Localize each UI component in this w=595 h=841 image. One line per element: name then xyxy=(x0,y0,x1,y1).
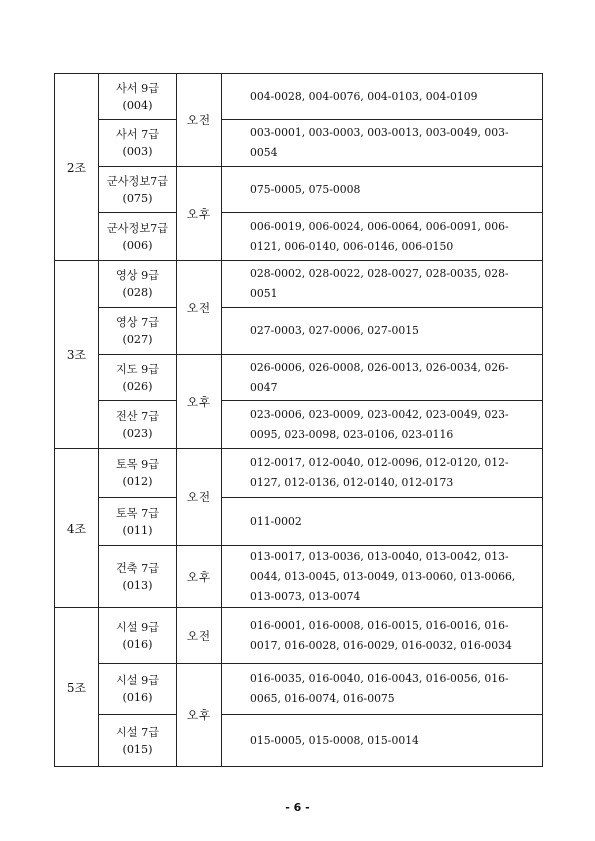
table-row xyxy=(55,355,543,401)
session-cell: 오전 xyxy=(177,608,222,664)
table-row xyxy=(55,449,543,498)
exam-code: (027) xyxy=(122,333,153,346)
exam-code: (006) xyxy=(122,238,153,252)
exam-name: 영상 7급 xyxy=(115,316,160,329)
table-row xyxy=(55,498,543,546)
table-row xyxy=(55,167,543,213)
group-cell: 5조 xyxy=(55,608,99,767)
exam-code: (003) xyxy=(122,145,153,158)
candidate-numbers: 028-0002, 028-0022, 028-0027, 028-0035, 028-0051 xyxy=(222,261,543,308)
exam-code: (016) xyxy=(122,691,153,704)
exam-name: 군사정보7급 xyxy=(106,221,169,235)
exam-code: (026) xyxy=(122,379,153,393)
candidate-numbers: 027-0003, 027-0006, 027-0015 xyxy=(222,308,543,355)
session-cell: 오전 xyxy=(177,261,222,355)
exam-name: 토목 9급 xyxy=(115,458,160,471)
table-row xyxy=(55,74,543,120)
exam-cell xyxy=(99,74,177,120)
session-cell: 오후 xyxy=(177,664,222,767)
candidate-numbers: 016-0035, 016-0040, 016-0043, 016-0056, 016-0065, 016-0074, 016-0075 xyxy=(222,664,543,715)
table-row xyxy=(55,608,543,664)
exam-code: (075) xyxy=(122,191,153,205)
session-cell: 오후 xyxy=(177,546,222,608)
exam-cell xyxy=(99,664,177,715)
group-cell: 2조 xyxy=(55,74,99,261)
table-row xyxy=(55,261,543,308)
exam-name: 군사정보7급 xyxy=(106,174,169,188)
exam-code: (016) xyxy=(122,637,153,651)
exam-code: (012) xyxy=(122,475,153,488)
candidate-numbers: 016-0001, 016-0008, 016-0015, 016-0016, 016-0017, 016-0028, 016-0029, 016-0032, 016-0034 xyxy=(222,608,543,664)
session-cell: 오후 xyxy=(177,167,222,261)
table-row xyxy=(55,664,543,715)
exam-cell xyxy=(99,546,177,608)
table-row xyxy=(55,120,543,167)
candidate-numbers: 012-0017, 012-0040, 012-0096, 012-0120, 012-0127, 012-0136, 012-0140, 012-0173 xyxy=(222,449,543,498)
exam-name: 영상 9급 xyxy=(115,269,160,282)
exam-cell xyxy=(99,120,177,167)
exam-code: (028) xyxy=(122,286,153,299)
candidate-numbers: 006-0019, 006-0024, 006-0064, 006-0091, 006-0121, 006-0140, 006-0146, 006-0150 xyxy=(222,213,543,261)
exam-cell xyxy=(99,449,177,498)
exam-cell xyxy=(99,401,177,449)
group-cell: 3조 xyxy=(55,261,99,449)
table-row xyxy=(55,401,543,449)
exam-cell xyxy=(99,608,177,664)
session-cell: 오후 xyxy=(177,355,222,449)
schedule-body xyxy=(55,74,543,767)
exam-code: (023) xyxy=(122,426,153,440)
exam-name: 시설 9급 xyxy=(115,674,160,687)
table-row xyxy=(55,546,543,608)
exam-cell xyxy=(99,213,177,261)
candidate-numbers: 003-0001, 003-0003, 003-0013, 003-0049, 003-0054 xyxy=(222,120,543,167)
exam-cell xyxy=(99,715,177,767)
candidate-numbers: 026-0006, 026-0008, 026-0013, 026-0034, 026-0047 xyxy=(222,355,543,401)
exam-code: (015) xyxy=(122,742,153,756)
candidate-numbers: 075-0005, 075-0008 xyxy=(222,167,543,213)
exam-cell xyxy=(99,167,177,213)
exam-cell xyxy=(99,308,177,355)
exam-name: 건축 7급 xyxy=(115,561,160,575)
exam-name: 사서 7급 xyxy=(115,128,160,141)
candidate-numbers: 015-0005, 015-0008, 015-0014 xyxy=(222,715,543,767)
exam-name: 시설 7급 xyxy=(115,725,160,739)
exam-name: 시설 9급 xyxy=(115,620,160,634)
exam-cell xyxy=(99,355,177,401)
exam-cell xyxy=(99,261,177,308)
table-row xyxy=(55,213,543,261)
table-row xyxy=(55,715,543,767)
group-cell: 4조 xyxy=(55,449,99,608)
page-number: - 6 - xyxy=(285,801,310,814)
exam-schedule-table xyxy=(54,73,543,767)
candidate-numbers: 004-0028, 004-0076, 004-0103, 004-0109 xyxy=(222,74,543,120)
candidate-numbers: 011-0002 xyxy=(222,498,543,546)
candidate-numbers: 023-0006, 023-0009, 023-0042, 023-0049, 023-0095, 023-0098, 023-0106, 023-0116 xyxy=(222,401,543,449)
table-row xyxy=(55,308,543,355)
exam-code: (013) xyxy=(122,578,153,592)
exam-name: 전산 7급 xyxy=(115,409,160,423)
candidate-numbers: 013-0017, 013-0036, 013-0040, 013-0042, 013-0044, 013-0045, 013-0049, 013-0060, 013-0066, 013-0073, 013-0074 xyxy=(222,546,543,608)
exam-name: 사서 9급 xyxy=(115,81,160,95)
session-cell: 오전 xyxy=(177,449,222,546)
exam-code: (011) xyxy=(122,523,153,537)
exam-cell xyxy=(99,498,177,546)
exam-code: (004) xyxy=(122,98,153,112)
session-cell: 오전 xyxy=(177,74,222,167)
exam-name: 지도 9급 xyxy=(115,362,160,376)
exam-name: 토목 7급 xyxy=(115,506,160,520)
